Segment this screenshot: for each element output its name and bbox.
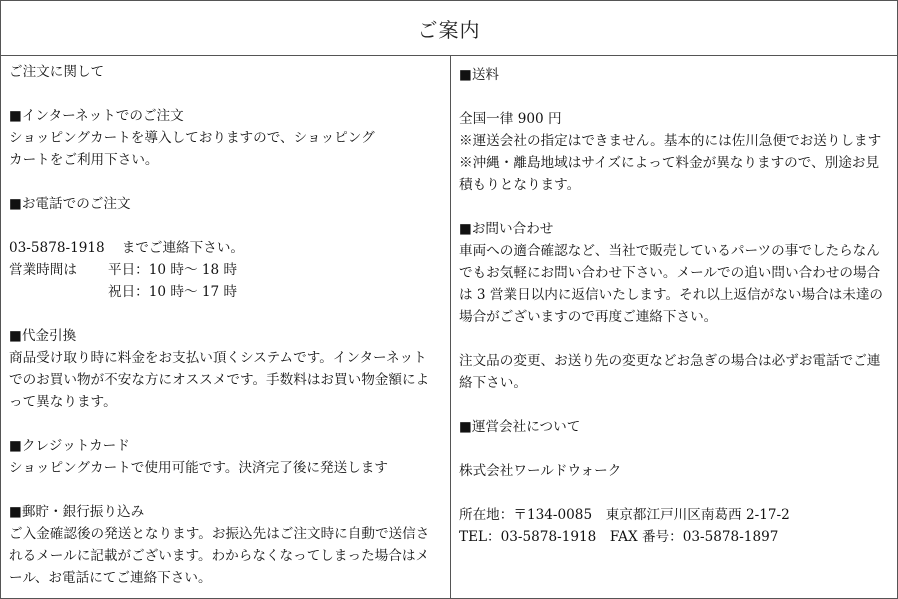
credit-card-text: ショッピングカートで使用可能です。決済完了後に発送します: [9, 460, 388, 476]
column-divider: [450, 55, 451, 599]
shipping-text: 積もりとなります。: [459, 177, 581, 193]
business-hours-label: 営業時間は: [9, 262, 77, 278]
internet-order-heading: ■インターネットでのご注文: [9, 108, 184, 124]
bank-transfer-text: ール、お電話にてご連絡下さい。: [9, 570, 212, 586]
shipping-heading: ■送料: [459, 67, 500, 83]
urgent-note: 注文品の変更、お送り先の変更などお急ぎの場合は必ずお電話でご連: [459, 353, 881, 369]
bank-transfer-text: ご入金確認後の発送となります。お振込先はご注文時に自動で送信さ: [9, 526, 430, 542]
shipping-text: ※沖縄・離島地域はサイズによって料金が異なりますので、別途お見: [459, 155, 880, 171]
bank-transfer-text: れるメールに記載がございます。わからなくなってしまった場合はメ: [9, 548, 430, 564]
internet-order-text: ショッピングカートを導入しておりますので、ショッピング: [9, 130, 375, 146]
cod-text: 商品受け取り時に料金をお支払い頂くシステムです。インターネット: [9, 350, 427, 366]
business-hours: [9, 259, 443, 281]
urgent-note: 絡下さい。: [459, 375, 527, 391]
order-intro: ご注文に関して: [9, 64, 105, 80]
inquiry-text: 車両への適合確認など、当社で販売しているパーツの事でしたらなん: [459, 243, 880, 259]
cod-text: って異なります。: [9, 394, 117, 410]
right-column: [459, 64, 895, 548]
company-tel-fax: TEL：03-5878-1918 FAX 番号：03-5878-1897: [459, 529, 779, 545]
shipping-text: 全国一律 900 円: [459, 111, 562, 127]
inquiry-text: は 3 営業日以内に返信いたします。それ以上返信がない場合は未達の: [459, 287, 884, 303]
phone-order-heading: ■お電話でのご注文: [9, 196, 131, 212]
shipping-text: ※運送会社の指定はできません。基本的には佐川急便でお送りします: [459, 133, 882, 149]
inquiry-heading: ■お問い合わせ: [459, 221, 554, 237]
page-title: ご案内: [417, 17, 481, 42]
business-hours: [9, 281, 443, 303]
cod-heading: ■代金引換: [9, 328, 77, 344]
business-hours-weekday: 平日：10 時～ 18 時: [108, 262, 238, 278]
bank-transfer-heading: ■郵貯・銀行振り込み: [9, 504, 145, 520]
company-name: 株式会社ワールドウォーク: [459, 463, 622, 479]
phone-number: 03-5878-1918: [9, 240, 105, 256]
internet-order-text: カートをご利用下さい。: [9, 152, 159, 168]
company-address: 所在地：〒134-0085 東京都江戸川区南葛西 2-17-2: [459, 507, 790, 523]
left-column: [9, 61, 443, 589]
phone-contact-text: までご連絡下さい。: [121, 240, 245, 256]
inquiry-text: でもお気軽にお問い合わせ下さい。メールでの追い問い合わせの場合: [459, 265, 881, 281]
header: [1, 1, 897, 56]
business-hours-holiday: 祝日：10 時～ 17 時: [108, 284, 238, 300]
credit-card-heading: ■クレジットカード: [9, 438, 130, 454]
inquiry-text: 場合がございますので再度ご連絡下さい。: [459, 309, 718, 325]
phone-contact: [9, 237, 443, 259]
cod-text: でのお買い物が不安な方にオススメです。手数料はお買い物金額によ: [9, 372, 430, 388]
company-heading: ■運営会社について: [459, 419, 581, 435]
